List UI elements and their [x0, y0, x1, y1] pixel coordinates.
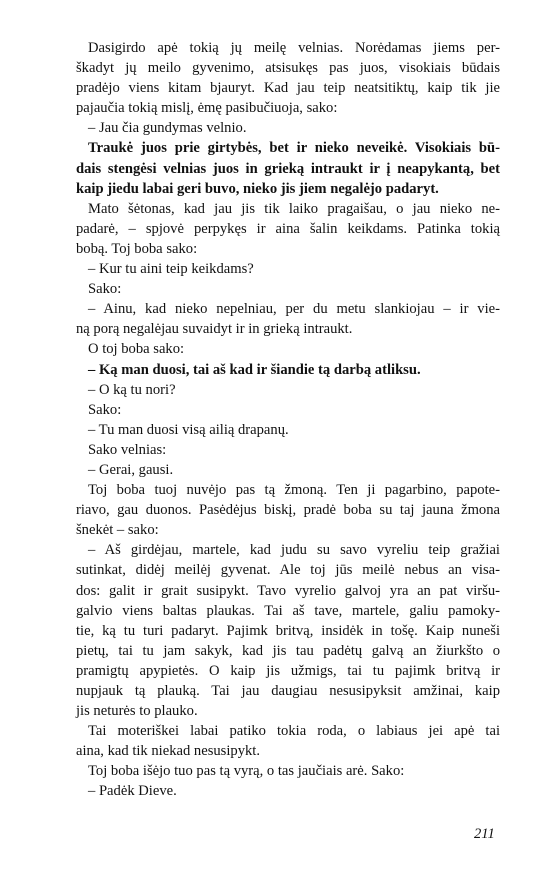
- page-text: [76, 38, 500, 802]
- text-line: – Ainu, kad nieko nepelniau, per du metu slankiojau – ir vie-: [88, 301, 500, 318]
- text-line: ną porą negalėjau suvaidyt ir in grieką intraukt.: [76, 321, 353, 338]
- text-line: riavo, gau duonos. Pasėdėjus biskį, pradė boba su taj jauna žmona: [76, 502, 500, 519]
- text-line: škadyt jų meilo gyvenimo, atsisukęs pas juos, visokiais būdais: [76, 60, 500, 77]
- text-line: Toj boba tuoj nuvėjo pas tą žmoną. Ten ji pagarbino, papote-: [88, 482, 500, 499]
- text-line: tie, ką tu turi padaryt. Pajimk britvą, insidėk in tošę. Kaip nuneši: [76, 622, 500, 639]
- text-line: bobą. Toj boba sako:: [76, 240, 198, 257]
- text-line: pietų, tai tu jam sakyk, kad jis tau padėtų galvą an žiurkšto o: [76, 642, 500, 659]
- text-line: Tai moteriškei labai patiko tokia roda, o labiaus jei apė tai: [88, 723, 500, 740]
- text-line: šnekėt – sako:: [76, 522, 159, 539]
- text-line: Dasigirdo apė tokią jų meilę velnias. Norėdamas jiems per-: [88, 40, 500, 56]
- text-line: galvio viens baltas plaukas. Tai aš tave, martele, galiu pamoky-: [76, 602, 500, 619]
- text-line: dais stengėsi velnias juos in grieką intraukt ir į neapykantą, bet: [76, 160, 500, 177]
- text-line: pajaučia tokią mislį, ėmę pasibučiuoja, sako:: [76, 100, 338, 117]
- text-line: Sako:: [88, 401, 122, 418]
- text-line: – Padėk Dieve.: [88, 783, 177, 800]
- text-line: dos: galit ir grait susipykt. Tavo vyrelio galvoj yra an pat viršu-: [76, 582, 500, 599]
- text-line: – Kur tu aini teip keikdams?: [88, 261, 254, 278]
- text-line: O toj boba sako:: [88, 341, 185, 358]
- text-line: nupjauk tą plauką. Tai jau daugiau nesusipyksit amžinai, kaip: [76, 683, 500, 699]
- text-line: – Tu man duosi visą ailią drapanų.: [88, 421, 289, 438]
- text-line: Toj boba išėjo tuo pas tą vyrą, o tas jaučiais arė. Sako:: [88, 763, 405, 780]
- text-line: Sako velnias:: [88, 441, 167, 458]
- text-line: pramigtų apypietės. O kaip jis užmigs, tai tu pajimk britvą ir: [76, 662, 500, 679]
- text-line: – Ką man duosi, tai aš kad ir šiandie tą darbą atliksu.: [88, 361, 421, 378]
- page-number: 211: [474, 826, 495, 842]
- text-line: jis neturės to plauko.: [76, 703, 198, 720]
- text-line: padarė, – spjovė perpykęs ir aina šalin keikdams. Patinka tokią: [76, 220, 500, 237]
- text-line: – Aš girdėjau, martele, kad judu su savo vyreliu teip gražiai: [88, 542, 500, 559]
- text-line: Sako:: [88, 281, 122, 298]
- text-line: Mato šėtonas, kad jau jis tik laiko pragaišau, o jau nieko ne-: [88, 200, 500, 217]
- text-line: sutinkat, didėj meilėj gyvenat. Ale toj jūs meilė nebus an visa-: [76, 562, 500, 579]
- text-line: – Jau čia gundymas velnio.: [88, 120, 247, 137]
- text-line: aina, kad tik niekad nesusipykt.: [76, 743, 261, 760]
- text-line: – O ką tu nori?: [88, 381, 176, 398]
- text-line: Traukė juos prie girtybės, bet ir nieko neveikė. Visokiais bū-: [88, 140, 500, 157]
- text-line: – Gerai, gausi.: [88, 461, 174, 478]
- text-line: pradėjo viens kitam bjauryt. Kad jau teip neatsitiktų, kaip tik jie: [76, 80, 500, 97]
- text-line: kaip jiedu labai geri buvo, nieko jis jiem negalėjo padaryt.: [76, 180, 439, 197]
